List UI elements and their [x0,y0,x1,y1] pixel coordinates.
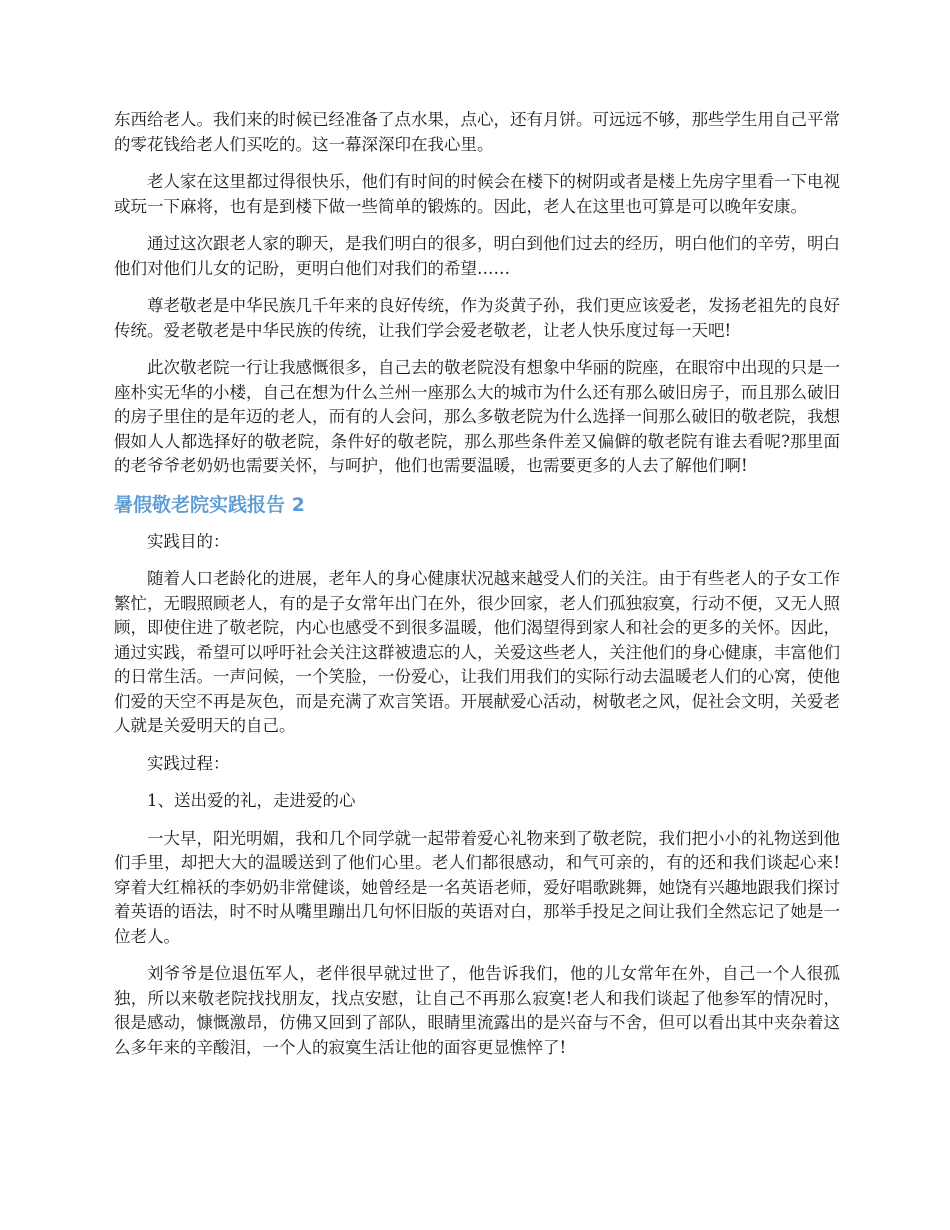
paragraph: 实践过程： [147,753,230,773]
paragraph: 刘爷爷是位退伍军人，老伴很早就过世了，他告诉我们，他的儿女常年在外，自己一个人很孤独，所以来敬老院找找朋友，找点安慰，让自己不再那么寂寞!老人和我们谈起了他参军的情况时，很是感动，慷慨激昂，仿佛又回到了部队，眼睛里流露出的是兴奋与不舍，但可以看出其中夹杂着这么多年来的辛酸泪，一个人的寂寞生活让他的面容更显憔悴了! [114,964,840,1057]
paragraph: 通过这次跟老人家的聊天，是我们明白的很多，明白到他们过去的经历，明白他们的辛劳，明白他们对他们儿女的记盼，更明白他们对我们的希望…… [114,234,840,278]
paragraph: 老人家在这里都过得很快乐，他们有时间的时候会在楼下的树阴或者是楼上先房字里看一下电视或玩一下麻将，也有是到楼下做一些简单的锻炼的。因此，老人在这里也可算是可以晚年安康。 [114,172,840,216]
paragraph: 尊老敬老是中华民族几千年来的良好传统，作为炎黄子孙，我们更应该爱老，发扬老祖先的良好传统。爱老敬老是中华民族的传统，让我们学会爱老敬老，让老人快乐度过每一天吧! [114,296,840,340]
paragraph: 实践目的： [147,531,230,551]
paragraph: 东西给老人。我们来的时候已经准备了点水果，点心，还有月饼。可远远不够，那些学生用自己平常的零花钱给老人们买吃的。这一幕深深印在我心里。 [114,110,840,154]
document-body [114,108,840,1073]
paragraph: 1、送出爱的礼，走进爱的心 [147,791,356,810]
section-heading: 暑假敬老院实践报告 2 [114,493,305,516]
paragraph: 此次敬老院一行让我感慨很多，自己去的敬老院没有想象中华丽的院座，在眼帘中出现的只是一座朴实无华的小楼，自己在想为什么兰州一座那么大的城市为什么还有那么破旧房子，而且那么破旧的房子里住的是年迈的老人，而有的人会问，那么多敬老院为什么选择一间那么破旧的敬老院，我想假如人人都选择好的敬老院，条件好的敬老院，那么那些条件差又偏僻的敬老院有谁去看呢?那里面的老爷爷老奶奶也需要关怀，与呵护，他们也需要温暖，也需要更多的人去了解他们啊! [114,358,840,475]
paragraph: 随着人口老龄化的进展，老年人的身心健康状况越来越受人们的关注。由于有些老人的子女工作繁忙，无暇照顾老人，有的是子女常年出门在外，很少回家，老人们孤独寂寞，行动不便，又无人照顾，即使住进了敬老院，内心也感受不到很多温暖，他们渴望得到家人和社会的更多的关怀。因此，通过实践，希望可以呼吁社会关注这群被遗忘的人，关爱这些老人，关注他们的身心健康，丰富他们的日常生活。一声问候，一个笑脸，一份爱心，让我们用我们的实际行动去温暖老人们的心窝，使他们爱的天空不再是灰色，而是充满了欢言笑语。开展献爱心活动，树敬老之风，促社会文明，关爱老人就是关爱明天的自己。 [114,569,840,735]
paragraph: 一大早，阳光明媚，我和几个同学就一起带着爱心礼物来到了敬老院，我们把小小的礼物送到他们手里，却把大大的温暖送到了他们心里。老人们都很感动，和气可亲的，有的还和我们谈起心来!穿着大红棉袄的李奶奶非常健谈，她曾经是一名英语老师，爱好唱歌跳舞，她饶有兴趣地跟我们探讨着英语的语法，时不时从嘴里蹦出几句怀旧版的英语对白，那举手投足之间让我们全然忘记了她是一位老人。 [114,828,840,946]
